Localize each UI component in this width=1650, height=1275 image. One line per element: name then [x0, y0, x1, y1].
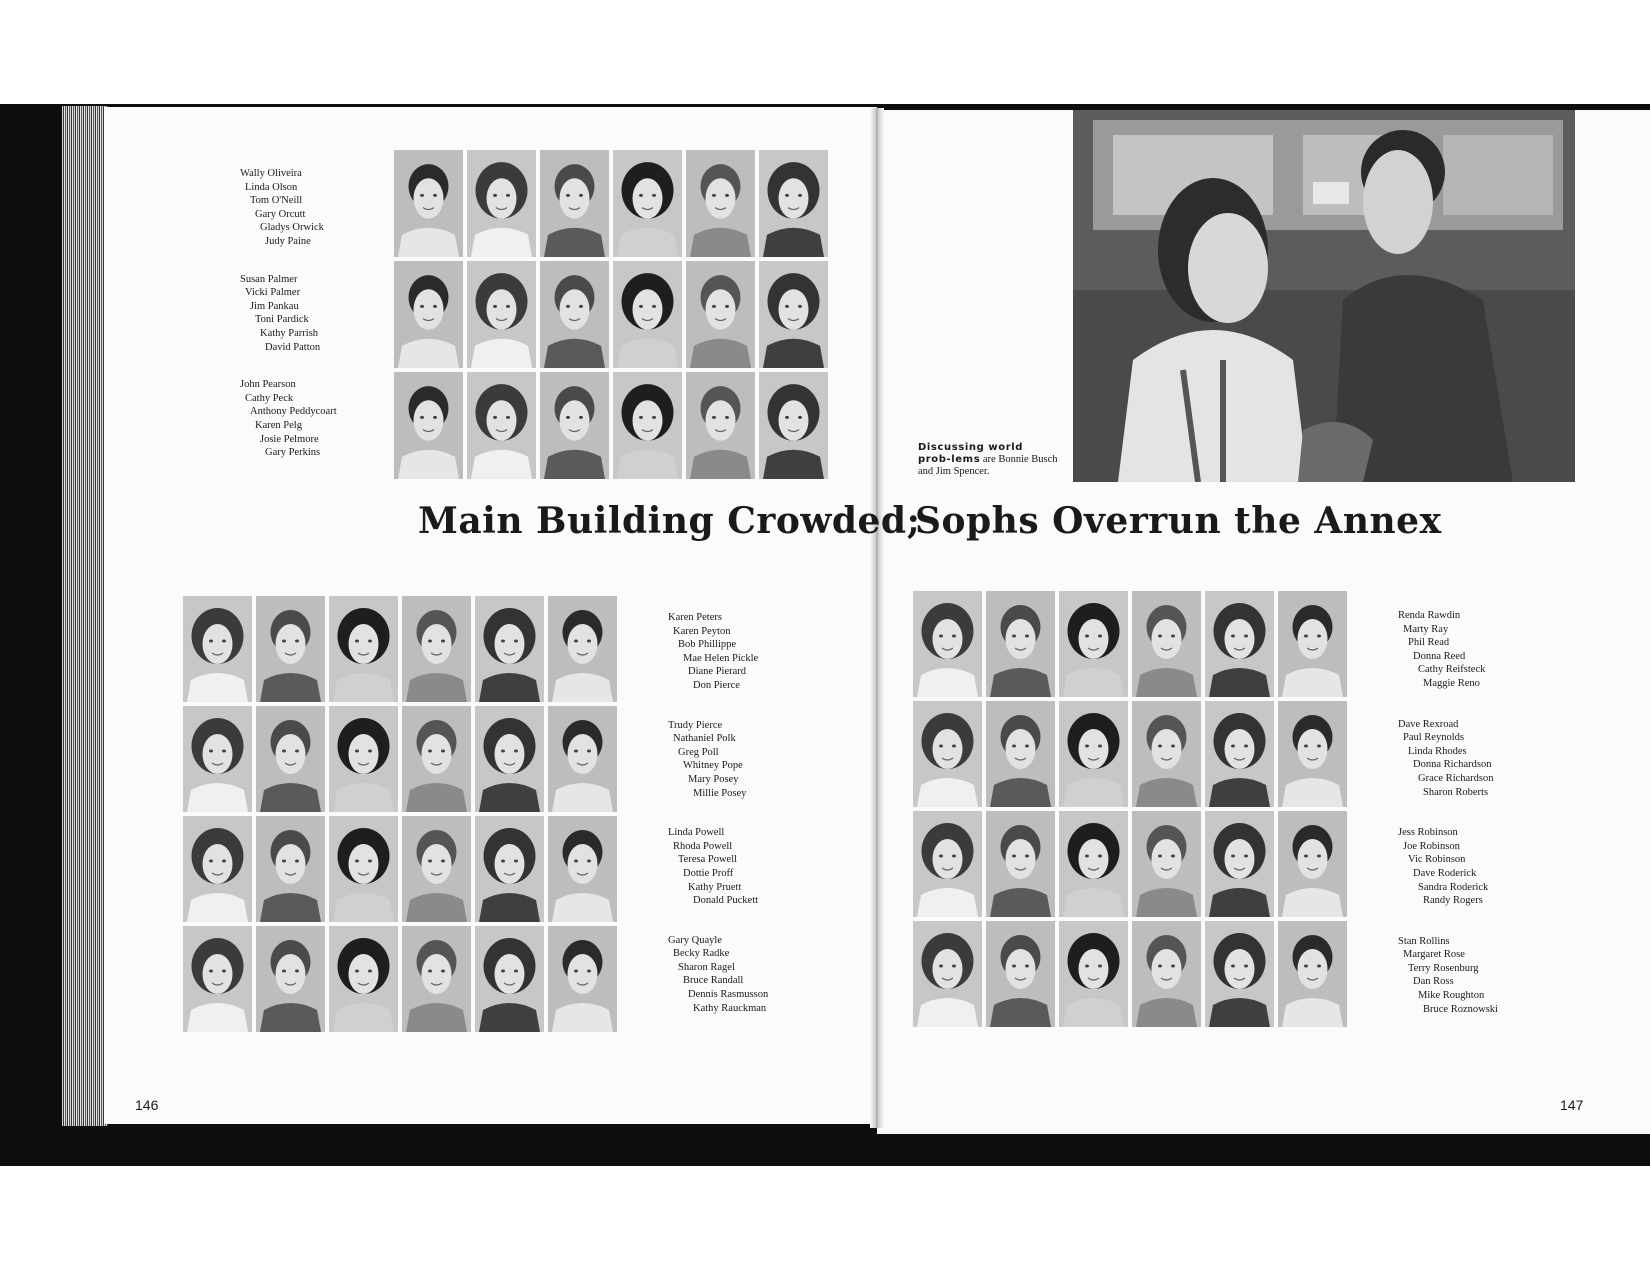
student-portrait [467, 372, 536, 479]
book-page-edges [62, 106, 108, 1126]
student-name: Bob Phillippe [678, 639, 737, 651]
student-portrait [475, 596, 544, 702]
student-name: Karen Peyton [673, 625, 731, 637]
student-name: Jim Pankau [250, 300, 299, 312]
name-list-bottom-right [1398, 609, 1498, 1043]
student-portrait [548, 596, 617, 702]
student-name: Cathy Peck [245, 392, 294, 404]
student-name: Sharon Ragel [678, 961, 735, 973]
name-group [668, 826, 768, 908]
student-portrait [183, 926, 252, 1032]
student-name: Toni Pardick [255, 314, 309, 326]
student-portrait [256, 816, 325, 922]
portrait-grid-top-left [394, 150, 828, 479]
student-name: Linda Rhodes [1408, 745, 1467, 757]
student-name: Terry Rosenburg [1408, 962, 1479, 974]
student-portrait [475, 926, 544, 1032]
student-name: Stan Rollins [1398, 935, 1450, 947]
student-portrait [1205, 701, 1274, 807]
student-portrait [986, 591, 1055, 697]
student-portrait [1278, 811, 1347, 917]
student-name: Joe Robinson [1403, 840, 1460, 852]
student-name: Don Pierce [693, 679, 740, 691]
student-name: Paul Reynolds [1403, 732, 1464, 744]
student-portrait [475, 706, 544, 812]
student-name: Donna Reed [1413, 650, 1466, 662]
student-name: Dave Rexroad [1398, 718, 1459, 730]
student-name: Renda Rawdin [1398, 610, 1461, 621]
student-name: Dennis Rasmusson [688, 989, 769, 1001]
student-portrait [686, 150, 755, 257]
student-portrait [1132, 591, 1201, 697]
name-group [240, 167, 337, 249]
name-group [668, 611, 768, 693]
student-name: Kathy Pruett [688, 881, 742, 893]
name-group [668, 719, 768, 801]
student-name: Linda Powell [668, 827, 725, 839]
student-portrait [1205, 921, 1274, 1027]
student-portrait [1059, 701, 1128, 807]
student-portrait [1059, 591, 1128, 697]
student-portrait [913, 591, 982, 697]
student-name: Jess Robinson [1398, 827, 1458, 839]
student-portrait [913, 811, 982, 917]
name-group [1398, 935, 1498, 1017]
student-name: Marty Ray [1403, 623, 1449, 635]
student-name: Donald Puckett [693, 895, 759, 907]
student-name: Cathy Reifsteck [1418, 664, 1486, 676]
student-name: Dave Roderick [1413, 867, 1477, 879]
student-portrait [759, 261, 828, 368]
name-group [668, 934, 768, 1016]
student-name: Mae Helen Pickle [683, 652, 759, 664]
student-portrait [1205, 811, 1274, 917]
student-name: Millie Posey [693, 787, 747, 799]
student-name: Tom O'Neill [250, 195, 303, 207]
student-name: Margaret Rose [1403, 949, 1465, 961]
student-name: Linda Olson [245, 181, 298, 193]
student-portrait [402, 706, 471, 812]
student-portrait [1059, 811, 1128, 917]
name-list-bottom-left [668, 611, 768, 1041]
caption-text: are Bonnie Busch and Jim Spencer. [918, 454, 1058, 477]
student-name: Dottie Proff [683, 867, 734, 879]
student-portrait [394, 150, 463, 257]
page-number-right: 147 [1560, 1097, 1584, 1113]
student-portrait [986, 921, 1055, 1027]
student-name: Susan Palmer [240, 273, 298, 285]
student-name: Gladys Orwick [260, 222, 324, 234]
student-portrait [986, 701, 1055, 807]
student-portrait [329, 706, 398, 812]
student-portrait [329, 596, 398, 702]
name-group [240, 378, 337, 460]
student-portrait [540, 261, 609, 368]
student-portrait [1205, 591, 1274, 697]
book-gutter [870, 108, 884, 1128]
caption-lead: Discussing world prob-lems [918, 442, 1024, 465]
headline-left: Main Building Crowded; [418, 500, 921, 542]
name-group [1398, 826, 1498, 908]
student-name: Donna Richardson [1413, 759, 1492, 771]
student-name: Karen Peters [668, 612, 722, 623]
student-portrait [686, 372, 755, 479]
student-name: Trudy Pierce [668, 719, 723, 731]
student-name: Bruce Roznowski [1423, 1003, 1498, 1015]
student-name: Sharon Roberts [1423, 786, 1489, 798]
student-portrait [548, 816, 617, 922]
name-group [1398, 609, 1498, 691]
student-portrait [329, 816, 398, 922]
portrait-grid-bottom-left [183, 596, 617, 1032]
portrait-grid-bottom-right [913, 591, 1347, 1027]
student-portrait [394, 372, 463, 479]
student-portrait [613, 150, 682, 257]
student-name: Bruce Randall [683, 975, 744, 987]
student-name: Phil Read [1408, 637, 1450, 649]
student-name: Diane Pierard [688, 666, 747, 678]
student-portrait [467, 261, 536, 368]
student-portrait [1132, 811, 1201, 917]
student-name: Gary Orcutt [255, 208, 306, 220]
student-portrait [1132, 701, 1201, 807]
student-portrait [1059, 921, 1128, 1027]
student-name: Mary Posey [688, 773, 739, 785]
student-name: Dan Ross [1413, 976, 1454, 988]
student-portrait [256, 706, 325, 812]
student-portrait [613, 372, 682, 479]
student-portrait [1278, 591, 1347, 697]
student-portrait [548, 926, 617, 1032]
student-portrait [475, 816, 544, 922]
student-portrait [402, 926, 471, 1032]
student-name: John Pearson [240, 379, 296, 391]
student-name: Nathaniel Polk [673, 733, 736, 745]
student-portrait [183, 706, 252, 812]
student-name: Becky Radke [673, 948, 730, 960]
student-name: Grace Richardson [1418, 772, 1494, 784]
student-portrait [402, 816, 471, 922]
student-name: Randy Rogers [1423, 895, 1483, 907]
student-portrait [1132, 921, 1201, 1027]
student-portrait [1278, 921, 1347, 1027]
name-group [240, 273, 337, 355]
student-name: Sandra Roderick [1418, 881, 1489, 893]
student-portrait [256, 926, 325, 1032]
student-portrait [913, 921, 982, 1027]
student-portrait [540, 372, 609, 479]
student-name: Maggie Reno [1423, 677, 1480, 689]
student-portrait [686, 261, 755, 368]
student-portrait [183, 596, 252, 702]
student-name: Rhoda Powell [673, 840, 733, 852]
student-portrait [913, 701, 982, 807]
student-name: Kathy Parrish [260, 327, 319, 339]
student-name: Vicki Palmer [245, 287, 301, 299]
page-number-left: 146 [135, 1097, 159, 1113]
candid-photo [1073, 110, 1575, 482]
student-name: Josie Pelmore [260, 433, 319, 445]
student-portrait [394, 261, 463, 368]
student-portrait [548, 706, 617, 812]
student-name: Kathy Rauckman [693, 1002, 767, 1014]
student-name: Gary Quayle [668, 934, 722, 946]
student-portrait [256, 596, 325, 702]
student-name: Whitney Pope [683, 760, 743, 772]
student-name: Mike Roughton [1418, 990, 1485, 1002]
photo-caption [918, 442, 1058, 478]
student-name: Karen Pelg [255, 419, 302, 431]
student-name: Greg Poll [678, 746, 719, 758]
student-portrait [613, 261, 682, 368]
student-name: Wally Oliveira [240, 168, 302, 179]
student-portrait [467, 150, 536, 257]
student-name: Teresa Powell [678, 854, 738, 866]
student-portrait [183, 816, 252, 922]
student-portrait [329, 926, 398, 1032]
student-portrait [986, 811, 1055, 917]
student-name: David Patton [265, 341, 321, 353]
headline-right: Sophs Overrun the Annex [915, 500, 1442, 542]
student-portrait [1278, 701, 1347, 807]
student-portrait [759, 372, 828, 479]
student-portrait [402, 596, 471, 702]
student-name: Gary Perkins [265, 447, 321, 459]
student-name: Judy Paine [265, 235, 311, 247]
student-name: Vic Robinson [1408, 854, 1466, 866]
student-portrait [540, 150, 609, 257]
student-name: Anthony Peddycoart [250, 406, 337, 418]
name-group [1398, 718, 1498, 800]
student-portrait [759, 150, 828, 257]
name-list-top-left [240, 167, 337, 484]
